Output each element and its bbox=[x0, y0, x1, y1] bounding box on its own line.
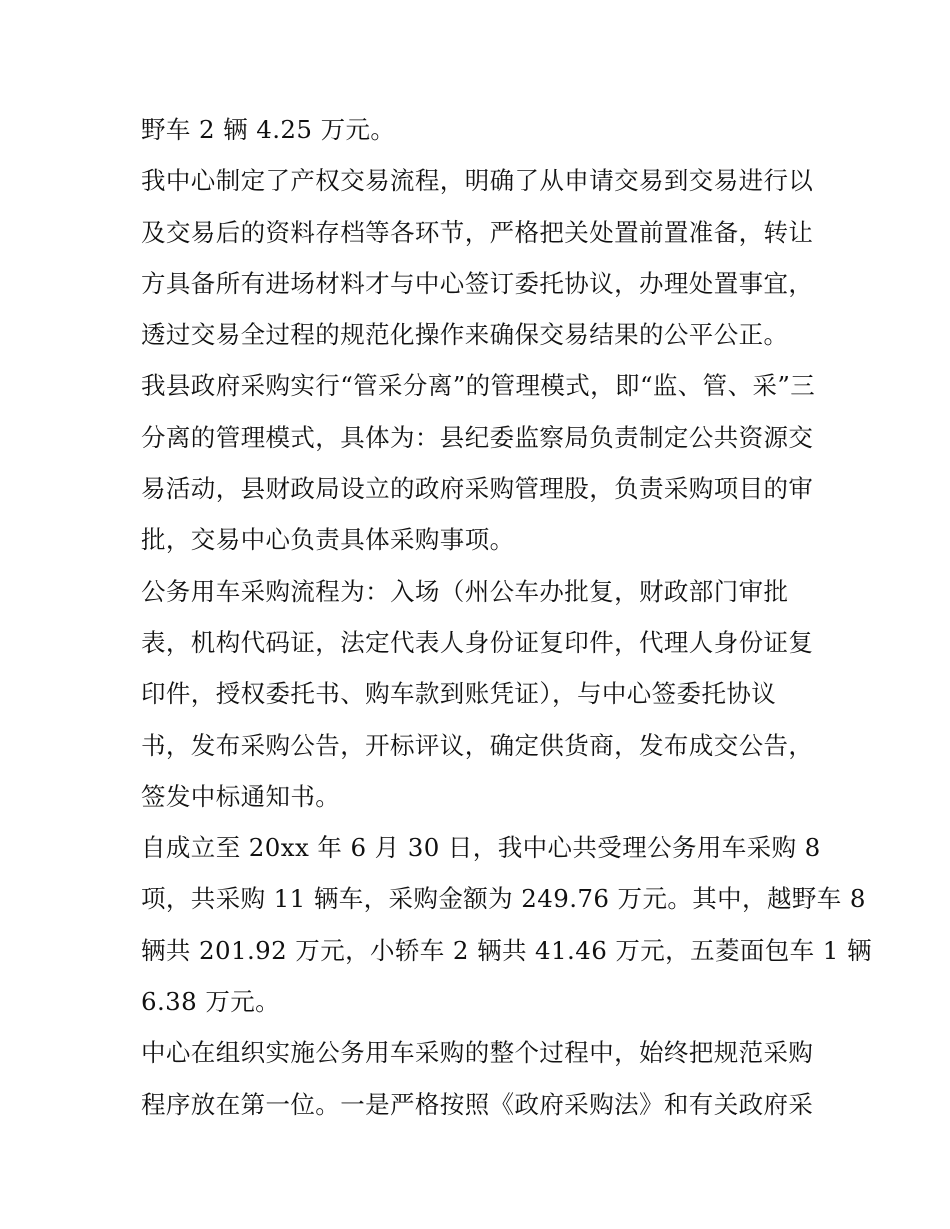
text-line: 及交易后的资料存档等各环节，严格把关处置前置准备，转让 bbox=[141, 217, 814, 247]
document-body bbox=[141, 104, 872, 1130]
text-line: 程序放在第一位。一是严格按照《政府采购法》和有关政府采 bbox=[141, 1089, 814, 1119]
text-line: 透过交易全过程的规范化操作来确保交易结果的公平公正。 bbox=[141, 320, 789, 350]
text-line: 分离的管理模式，具体为：县纪委监察局负责制定公共资源交 bbox=[141, 422, 814, 452]
text-line: 批，交易中心负责具体采购事项。 bbox=[141, 525, 515, 555]
text-line: 项，共采购 11 辆车，采购金额为 249.76 万元。其中，越野车 8 bbox=[141, 884, 866, 914]
text-line: 野车 2 辆 4.25 万元。 bbox=[141, 115, 396, 144]
text-line: 签发中标通知书。 bbox=[141, 781, 341, 811]
text-line: 公务用车采购流程为：入场（州公车办批复，财政部门审批 bbox=[141, 576, 789, 606]
text-line: 方具备所有进场材料才与中心签订委托协议，办理处置事宜， bbox=[141, 268, 814, 298]
text-line: 我中心制定了产权交易流程，明确了从申请交易到交易进行以 bbox=[141, 166, 814, 196]
text-line: 表，机构代码证，法定代表人身份证复印件，代理人身份证复 bbox=[141, 627, 814, 657]
text-line: 6.38 万元。 bbox=[141, 987, 281, 1017]
text-line: 易活动，县财政局设立的政府采购管理股，负责采购项目的审 bbox=[141, 474, 814, 504]
text-line: 中心在组织实施公务用车采购的整个过程中，始终把规范采购 bbox=[141, 1038, 814, 1068]
text-line: 辆共 201.92 万元，小轿车 2 辆共 41.46 万元，五菱面包车 1 辆 bbox=[141, 935, 872, 965]
text-line: 我县政府采购实行“管采分离”的管理模式，即“监、管、采”三 bbox=[141, 371, 816, 401]
text-line: 印件，授权委托书、购车款到账凭证），与中心签委托协议 bbox=[141, 679, 777, 709]
text-line: 书，发布采购公告，开标评议，确定供货商，发布成交公告， bbox=[141, 730, 814, 760]
text-line: 自成立至 20xx 年 6 月 30 日，我中心共受理公务用车采购 8 bbox=[141, 833, 821, 863]
